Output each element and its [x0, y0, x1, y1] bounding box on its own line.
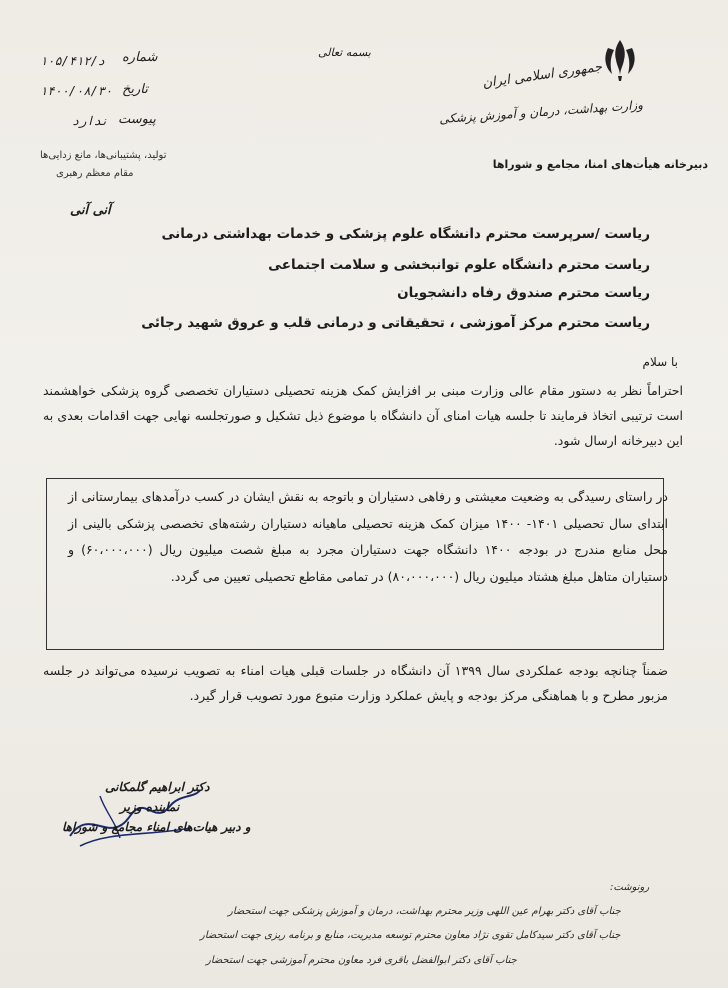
copies-heading: رونوشت: — [610, 882, 650, 893]
signatory-title: نماینده وزیر — [120, 800, 180, 814]
slogan-line2: مقام معظم رهبری — [56, 168, 134, 179]
addressee-4: ریاست محترم مرکز آموزشی ، تحقیقاتی و درمانی قلب و عروق شهید رجائی — [141, 315, 650, 331]
addressee-2: ریاست محترم دانشگاه علوم توانبخشی و سلامت اجتماعی — [268, 257, 650, 273]
urgency-mark: آنی آنی — [70, 203, 111, 218]
ministry-logo-line2: وزارت بهداشت، درمان و آموزش پزشکی — [438, 97, 644, 127]
addressee-3: ریاست محترم صندوق رفاه دانشجویان — [397, 285, 650, 301]
body-paragraph-1: احتراماً نظر به دستور مقام عالی وزارت مبنی بر افزایش کمک هزینه تحصیلی دستیاران تخصصی گروه پزشکی خواهشمند است ترتیبی اتخاذ فرمایند تا جلسه هیات امنای آن دانشگاه با موضوع ذیل تشکیل و صورتجلسه نهایی جهت اقدامات بعدی به این دبیرخانه ارسال شود. — [43, 383, 683, 448]
date-value: ۱۴۰۰/۰۸/۳۰ — [40, 84, 113, 98]
signatory-name: دکتر ابراهیم گلمکانی — [105, 780, 210, 794]
greeting: با سلام — [642, 355, 678, 369]
copy-recipient-1: جناب آقای دکتر بهرام عین اللهی وزیر محترم بهداشت، درمان و آموزش پزشکی جهت استحضار — [228, 906, 621, 917]
slogan-line1: تولید، پشتیبانی‌ها، مانع زدایی‌ها — [40, 150, 167, 161]
copy-recipient-2: جناب آقای دکتر سیدکامل تقوی نژاد معاون محترم توسعه مدیریت، منابع و برنامه ریزی جهت استحضار — [200, 930, 621, 941]
number-label: شماره — [122, 50, 158, 65]
body-paragraph-2: ضمناً چنانچه بودجه عملکردی سال ۱۳۹۹ آن دانشگاه در جلسات قبلی هیات امناء به تصویب نرسیده می‌تواند در جلسه مزبور مطرح و با هماهنگی مرکز بودجه و پایش عملکرد وزارت متبوع مورد تصویب قرار گیرد. — [43, 663, 668, 703]
addressee-1: ریاست /سرپرست محترم دانشگاه علوم پزشکی و خدمات بهداشتی درمانی — [161, 226, 650, 242]
signatory-position: و دبیر هیات‌های امناء مجامع و شوراها — [62, 820, 251, 834]
copy-recipient-3: جناب آقای دکتر ابوالفضل باقری فرد معاون محترم آموزشی جهت استحضار — [206, 955, 517, 966]
number-value: د/۱۰۵/۴۱۲ — [40, 54, 106, 68]
attachment-value: ندارد — [72, 114, 109, 128]
date-label: تاریخ — [122, 82, 148, 97]
iran-emblem-icon — [598, 36, 642, 82]
boxed-clause-text: در راستای رسیدگی به وضعیت معیشتی و رفاهی دستیاران و باتوجه به نقش ایشان در کسب درآمدهای بیمارستانی از ابتدای سال تحصیلی ۱۴۰۱- ۱۴۰۰ میزان کمک هزینه تحصیلی ماهیانه دستیاران رشته‌های تخصصی پزشکی بالینی از محل منابع مندرج در بودجه ۱۴۰۰ دانشگاه جهت دستیاران مجرد به مبلغ شصت میلیون ریال (۶۰،۰۰۰،۰۰۰) و دستیاران متاهل مبلغ هشتاد میلیون ریال (۸۰،۰۰۰،۰۰۰) در تمامی مقاطع تحصیلی تعیین می گردد. — [68, 489, 668, 584]
bismillah: بسمه تعالی — [318, 46, 371, 59]
ministry-logo-line1: جمهوری اسلامی ایران — [481, 59, 604, 92]
attachment-label: پیوست — [118, 112, 156, 127]
department-name: دبیرخانه هیأت‌های امنا، مجامع و شوراها — [492, 158, 708, 171]
